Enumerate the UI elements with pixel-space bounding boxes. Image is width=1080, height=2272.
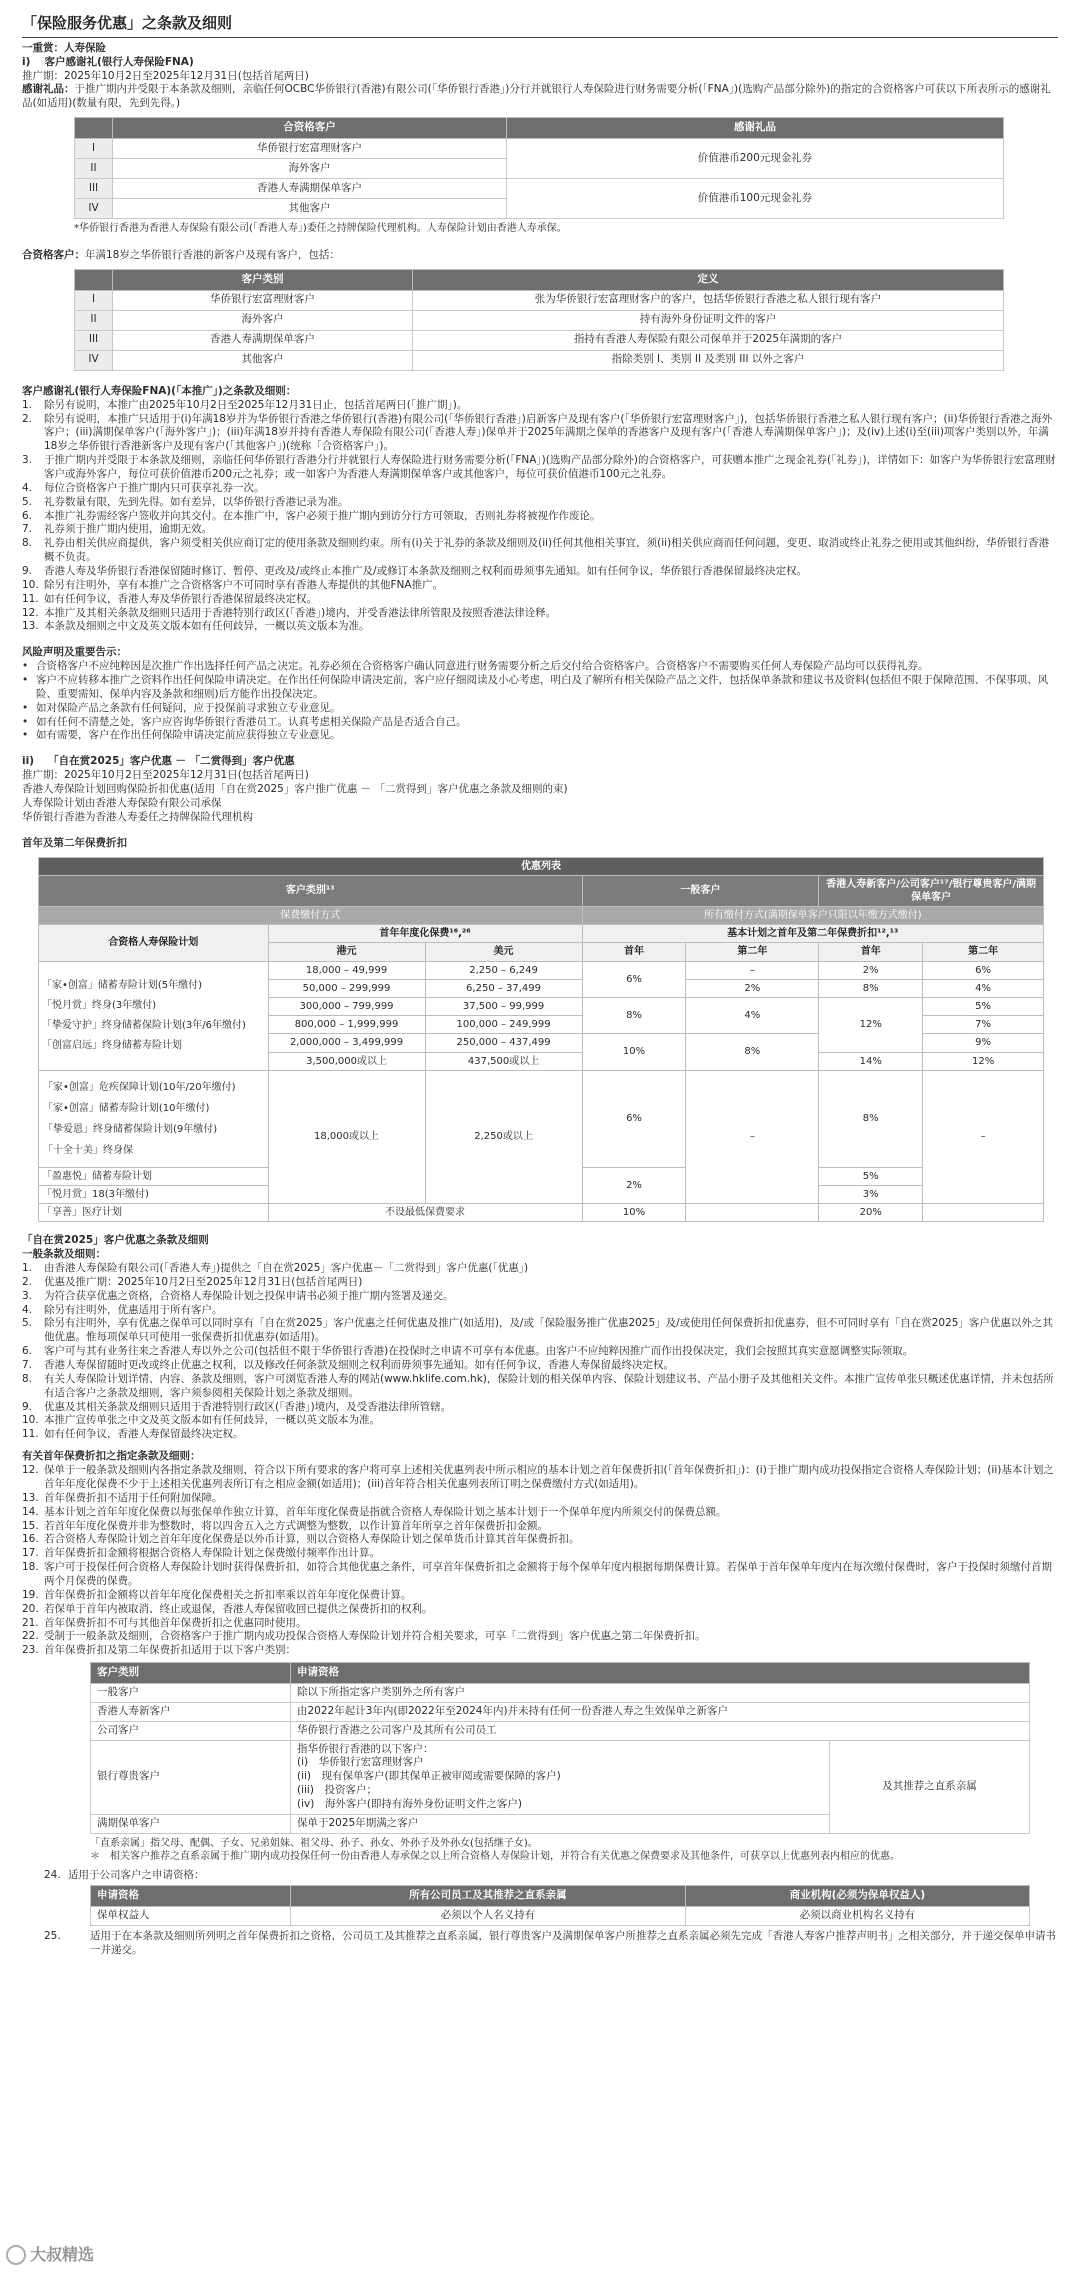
- table-row: 一般客户 除以下所指定客户类别外之所有客户: [91, 1683, 1030, 1702]
- corporate-table: 申请资格 所有公司员工及其推荐之直系亲属 商业机构(必须为保单权益人) 保单权益人 必须以个人名义持有 必须以商业机构名义持有: [90, 1885, 1030, 1926]
- eligible-customers: [22, 249, 1058, 263]
- terms-ziyou: 「自在赏2025」客户优惠之条款及细则 一般条款及细则： 1. 由香港人寿保险有限公司(「香港人寿」)提供之「自在赏2025」客户优惠－「二赏得到」客户优惠(「优惠」) 2. 优惠及推广期：2025年10月2日至2025年12月31日(包括首尾两日) 3. 为符合获享优惠之资格，合资格人寿保险计划之投保申请书必须于推广期内签署及递交。 4. 除另有注明外，优惠适用于所有客户。 5. 除另有注明外，享有优惠之保单可以同时享有「自在赏2025」客户优惠之任何优惠及推广(如适用)，及/或「保险服务推广优惠2025」及/或使用任何保费折扣优惠券，但不可同时享有「自在赏2025」客户优惠以外之其他优惠。惟每项保单只可使用一张保费折扣优惠券(如适用)。 6. 客户可与其有业务往来之香港人寿以外之公司(包括但不限于华侨银行香港)在投保时之申请不可享有本优惠。由客户不应纯粹因推广而作出投保决定，我们会按照其真实意愿调整实际领取。 7. 香港人寿保留随时更改或终止优惠之权利，以及修改任何条款及细则之权利而毋须事先通知。如有任何争议，香港人寿保留最终决定权。 8. 有关人寿保险计划详情、内容、条款及细则，客户可浏览香港人寿的网站(www.hklife.com.hk)，保险计划的相关保单内容、保险计划建议书、产品小册子及其他相关文件。本推广宣传单张只概述优惠详情，并未包括所有适合客户之条款及细则，客户须参阅相关保险计划之条款及细则。 9. 优惠及其相关条款及细则只适用于香港特别行政区(「香港」)境内，及受香港法律所管辖。 10. 本推广宣传单张之中文及英文版本如有任何歧异，一概以英文版本为准。 11. 如有任何争议，香港人寿保留最终决定权。 有关首年保费折扣之指定条款及细则： 12. 保单于一般条款及细则内各指定条款及细则，符合以下所有要求的客户将可享上述相关优惠列表中所示相应的基本计划之首年保费折扣(「首年保费折扣」)：(i)于推广期内成功投保指定合资格人寿保险计划；(ii)基本计划之首年年度化保费不少于上述相关优惠列表所订有之相应金额(如适用)；(iii)首年符合相关优惠列表所订明之保费缴付方式(如适用)。 13. 首年保费折扣不适用于任何附加保障。 14. 基本计划之首年年度化保费以每张保单作独立计算，首年年度化保费是指就合资格人寿保险计划之基本计划于一个保单年度内所须交付的保费总额。 15. 若首年年度化保费并非为整数时，将以四舍五入之方式调整为整数，以作计算首年所享之首年保费折扣金额。 16. 若合资格人寿保险计划之首年年度化保费是以外币计算，则以合资格人寿保险计划之保单货币计算其首年保费折扣。 17. 首年保费折扣金额将根据合资格人寿保险计划之保费缴付频率作出计算。 18. 客户可于投保任何合资格人寿保险计划时获得保费折扣，如符合其他优惠之条件，可享首年保费折扣之金额将于每个保单年度内根据每期保费计算。若保单于首年保单年度内在每次缴付保费时，客户于投保时须缴付首期两个月保费的保费。 19. 首年保费折扣金额将以首年年度化保费相关之折扣率乘以首年年度化保费计算。 20. 若保单于首年内被取消、终止或退保，香港人寿保留收回已提供之保费折扣的权利。 21. 首年保费折扣不可与其他首年保费折扣之优惠同时使用。 22. 受制于一般条款及细则，合资格客户于推广期内成功投保合资格人寿保险计划并符合相关要求，可享「二赏得到」客户优惠之第二年保费折扣。 23. 首年保费折扣及第二年保费折扣适用于以下客户类别：: [22, 1234, 1058, 1658]
- list-item: 13. 本条款及细则之中文及英文版本如有任何歧异，一概以英文版本为准。: [22, 620, 370, 633]
- list-item: 17. 首年保费折扣金额将根据合资格人寿保险计划之保费缴付频率作出计算。: [22, 1547, 380, 1560]
- table-row: 银行尊贵客户 指华侨银行香港的以下客户： (i) 华侨银行宏富理财客户 (ii) 现有保单客户(即其保单正被审阅或需要保障的客户) (iii) 投资客户； (iv) 海外客户(即持有海外身份证明文件之客户) 及其推荐之直系亲属: [91, 1740, 1030, 1814]
- col-general-customer: 一般客户: [582, 875, 819, 906]
- list-item: 3. 为符合获享优惠之资格，合资格人寿保险计划之投保申请书必须于推广期内签署及递交。: [22, 1289, 454, 1302]
- terms-fna-list: [22, 399, 1058, 635]
- table-row: IV 其他客户 指除类别 I、类别 II 及类别 III 以外之客户: [75, 350, 1004, 370]
- section-life-insurance: [22, 42, 1058, 111]
- premium-table-title: 优惠列表: [39, 857, 1044, 875]
- table-row: III 香港人寿满期保单客户 价值港币100元现金礼券: [75, 178, 1004, 198]
- list-item: • 如有需要，客户在作出任何保险申请决定前应获得独立专业意见。: [22, 729, 341, 742]
- watermark-logo: 大叔精选: [6, 2244, 94, 2265]
- list-item: • 合资格客户不应纯粹因是次推广作出选择任何产品之决定。礼券必须在合资格客户确认同意进行财务需要分析之后交付给合资格客户。合资格客户不需要购买任何人寿保险产品均可以获得礼券。: [22, 660, 929, 673]
- table-row: 「家•创富」危疾保障计划(10年/20年缴付) 「家•创富」储蓄寿险计划(10年缴付) 「挚爱恩」终身储蓄保险计划(9年缴付) 「十全十美」终身保 18,000或以上 2,250或以上 6% – 8% –: [39, 1070, 1044, 1167]
- col-special-customer: 香港人寿新客户/公司客户¹⁷/银行尊贵客户/满期保单客户: [819, 875, 1044, 906]
- terms-fna: [22, 385, 1058, 634]
- special-y2-cell: 6%: [923, 961, 1044, 979]
- risk-disclosure: [22, 646, 1058, 743]
- table-row: 50,000 – 299,999 6,250 – 37,499 2% 8% 4%: [39, 979, 1044, 997]
- item-25: 25. 适用于在本条款及细则所列明之首年保费折扣之资格，公司员工及其推荐之直系亲属，银行尊贵客户及满期保单客户所推荐之直系亲属必须先完成「香港人寿客户推荐声明书」之相关部分，并于递交保单申请书一并递交。: [44, 1929, 1056, 1956]
- table-row: 满期保单客户 保单于2025年期满之客户: [91, 1814, 1030, 1833]
- terms-ziyou-list: [22, 1262, 1058, 1442]
- list-item: 20. 若保单于首年内被取消、终止或退保，香港人寿保留收回已提供之保费折扣的权利。: [22, 1602, 433, 1615]
- special-y1-cell: 2%: [819, 961, 923, 979]
- col-customer-type: 客户类别¹³: [39, 875, 583, 906]
- list-item: 9. 优惠及其相关条款及细则只适用于香港特别行政区(「香港」)境内，及受香港法律所管辖。: [22, 1400, 452, 1413]
- gift-100: 价值港币100元现金礼券: [507, 178, 1004, 218]
- gift-200: 价值港币200元现金礼券: [507, 138, 1004, 178]
- list-item: 11. 如有任何争议，香港人寿保留最终决定权。: [22, 1428, 244, 1441]
- table-row: 香港人寿新客户 由2022年起计3年内(即2022年至2024年内)并未持有任何一份香港人寿之生效保单之新客户: [91, 1702, 1030, 1721]
- list-item: 3. 于推广期内并受限于本条款及细则，亲临任何华侨银行香港分行并就银行人寿保险进行财务需要分析(「FNA」)(选购产品部分除外)的合资格客户，可获赠本推广之现金礼券(「礼券」)，详情如下：如客户为华侨银行宏富理财客户或海外客户，每位可获价值港币200元之礼券；或一如客户为香港人寿满期保单客户或其他客户，每位可获价值港币100元之礼券。: [22, 454, 1056, 481]
- list-item: 10. 除另有注明外，享有本推广之合资格客户不可同时享有香港人寿提供的其他FNA推广。: [22, 578, 444, 591]
- table-row: 保单权益人 必须以个人名义持有 必须以商业机构名义持有: [91, 1906, 1030, 1925]
- eligible-label: 合资格客户：: [22, 249, 85, 262]
- gift-col-customer: 合资格客户: [113, 118, 507, 139]
- family-note: 「直系亲属」指父母、配偶、子女、兄弟姐妹、祖父母、孙子、孙女、外孙子及外孙女(包括继子女)。: [90, 1837, 538, 1849]
- table-row: I 华侨银行宏富理财客户 张为华侨银行宏富理财客户的客户，包括华侨银行香港之私人银行现有客户: [75, 290, 1004, 310]
- table-row: I 华侨银行宏富理财客户 价值港币200元现金礼券: [75, 138, 1004, 158]
- gift-table-header: [75, 118, 1004, 139]
- list-item: 16. 若合资格人寿保险计划之首年年度化保费是以外币计算，则以合资格人寿保险计划之保单货币计算其首年保费折扣。: [22, 1533, 580, 1546]
- table-row: 300,000 – 799,999 37,500 – 99,999 8% 4% 12% 5%: [39, 998, 1044, 1016]
- list-item: 13. 首年保费折扣不适用于任何附加保障。: [22, 1491, 223, 1504]
- section-ziyou: ii) 「自在赏2025」客户优惠 － 「二赏得到」客户优惠 推广期：2025年10月2日至2025年12月31日(包括首尾两日) 香港人寿保险计划回购保险折扣优惠(适用「自在赏2025」客户推广优惠 － 「二赏得到」客户优惠之条款及细则的束) 人寿保险计划由香港人寿保险有限公司承保 华侨银行香港为香港人寿委任之持牌保险代理机构 首年及第二年保费折扣: [22, 755, 1058, 850]
- list-item: 5. 除另有注明外，享有优惠之保单可以同时享有「自在赏2025」客户优惠之任何优惠及推广(如适用)，及/或「保险服务推广优惠2025」及/或使用任何保费折扣优惠券，但不可同时享有「自在赏2025」客户优惠以外之其他优惠。惟每项保单只可使用一张保费折扣优惠券(如适用)。: [22, 1317, 1053, 1344]
- star-note: ＊ 相关客户推荐之直系亲属于推广期内成功投保任何一份由香港人寿承保之以上所合资格人寿保险计划，并符合有关优惠之保费要求及其他条件，可获享以上优惠列表内相应的优惠。: [90, 1850, 900, 1862]
- list-item: 2. 除另有说明，本推广只适用于(i)年满18岁并为华侨银行香港之华侨银行(香港)有限公司(「华侨银行香港」)启新客户及现有客户(「华侨银行宏富理财客户」)，包括华侨银行香港之私人银行现有客户；(ii)华侨银行香港之海外客户；(iii)满期保单客户(「海外客户」)；(iii)年满18岁并持有香港人寿保险有限公司(「香港人寿」)保单并于2025年满期之保单的香港客户及现有客户(「香港人寿满期保单客户」)；及(iv)上述(i)至(iii)项客户类别以外，年满18岁之华侨银行香港新客户及现有客户(「其他客户」)(统称「合资格客户」)。: [22, 412, 1053, 453]
- agent-note: *华侨银行香港为香港人寿保险有限公司(「香港人寿」)委任之持牌保险代理机构。人寿保险计划由香港人寿承保。: [74, 222, 567, 234]
- list-item: 7. 礼券须于推广期内使用，逾期无效。: [22, 523, 212, 536]
- table-row: 「盈惠悦」储蓄寿险计划 2% 5%: [39, 1167, 1044, 1185]
- list-item: 1. 由香港人寿保险有限公司(「香港人寿」)提供之「自在赏2025」客户优惠－「二赏得到」客户优惠(「优惠」): [22, 1262, 529, 1275]
- table-row: 800,000 – 1,999,999 100,000 – 249,999 7%: [39, 1016, 1044, 1034]
- discount-heading: 首年及第二年保费折扣: [22, 836, 127, 849]
- list-item: 22. 受制于一般条款及细则，合资格客户于推广期内成功投保合资格人寿保险计划并符合相关要求，可享「二赏得到」客户优惠之第二年保费折扣。: [22, 1630, 706, 1643]
- list-item: 21. 首年保费折扣不可与其他首年保费折扣之优惠同时使用。: [22, 1616, 307, 1629]
- list-item: 14. 基本计划之首年年度化保费以每张保单作独立计算，首年年度化保费是指就合资格人寿保险计划之基本计划于一个保单年度内所须交付的保费总额。: [22, 1505, 727, 1518]
- list-item: 18. 客户可于投保任何合资格人寿保险计划时获得保费折扣，如符合其他优惠之条件，可享首年保费折扣之金额将于每个保单年度内根据每期保费计算。若保单于首年保单年度内在每次缴付保费时，客户于投保时须缴付首期两个月保费的保费。: [22, 1561, 1052, 1587]
- col-category: 客户类别: [113, 270, 413, 291]
- list-item: 2. 优惠及推广期：2025年10月2日至2025年12月31日(包括首尾两日): [22, 1275, 363, 1288]
- list-item: 6. 客户可与其有业务往来之香港人寿以外之公司(包括但不限于华侨银行香港)在投保时之申请不可享有本优惠。由客户不应纯粹因推广而作出投保决定，我们会按照其真实意愿调整实际领取。: [22, 1345, 914, 1358]
- gift-col-gift: 感谢礼品: [507, 118, 1004, 139]
- title-text: 「保险服务优惠」之条款及细则: [22, 14, 233, 32]
- ziyou-period: 推广期：2025年10月2日至2025年12月31日(包括首尾两日): [22, 769, 309, 782]
- first-year-terms-list: [22, 1464, 1058, 1658]
- list-item: • 如对保险产品之条款有任何疑问，应于投保前寻求独立专业意见。: [22, 701, 341, 714]
- list-item: 4. 除另有注明外，优惠适用于所有客户。: [22, 1303, 223, 1316]
- list-item: 8. 有关人寿保险计划详情、内容、条款及细则，客户可浏览香港人寿的网站(www.hklife.com.hk)，保险计划的相关保单内容、保险计划建议书、产品小册子及其他相关文件。本推广宣传单张只概述优惠详情，并未包括所有适合客户之条款及细则，客户须参阅相关保险计划之条款及细则。: [22, 1372, 1054, 1399]
- table-row: 3,500,000或以上 437,500或以上 14% 12%: [39, 1052, 1044, 1070]
- list-item: 7. 香港人寿保留随时更改或终止优惠之权利，以及修改任何条款及细则之权利而毋须事先通知。如有任何争议，香港人寿保留最终决定权。: [22, 1359, 674, 1372]
- risk-list: [22, 660, 1058, 743]
- table-row: 2,000,000 – 3,499,999 250,000 – 437,499 10% 8% 9%: [39, 1034, 1044, 1052]
- list-item: 19. 首年保费折扣金额将以首年年度化保费相关之折扣率乘以首年年度化保费计算。: [22, 1588, 412, 1601]
- list-item: 9. 香港人寿及华侨银行香港保留随时修订、暂停、更改及/或终止本推广及/或修订本条款及细则之权利而毋须事先通知。如有任何争议，华侨银行香港保留最终决定权。: [22, 565, 808, 578]
- table-row: 「家•创富」储蓄寿险计划(5年缴付) 「悦月赏」终身(3年缴付) 「挚爱守护」终身储蓄保险计划(3年/6年缴付) 「创富启远」终身储蓄寿险计划 18,000 – 49,999 2,250 – 6,249 6% – 2% 6%: [39, 961, 1044, 979]
- table-row: IV 其他客户: [75, 198, 1004, 218]
- list-item: • 客户不应转移本推广之资料作出任何保险申请决定。在作出任何保险申请决定前，客户应仔细阅读及小心考虑，明白及了解所有相关保险产品之文件，包括保单条款和建议书及资料(包括但不限于保障范围、不保事项、风险、重要需知、保单内容及条款和细则)后方能作出投保决定。: [22, 674, 1049, 700]
- title-divider: [22, 37, 1058, 38]
- terms-ziyou-heading: 「自在赏2025」客户优惠之条款及细则: [22, 1234, 209, 1247]
- terms-fna-heading: 客户感谢礼(银行人寿保险FNA)(「本推广」)之条款及细则：: [22, 384, 297, 397]
- list-item: 10. 本推广宣传单张之中文及英文版本如有任何歧异，一概以英文版本为准。: [22, 1414, 380, 1427]
- list-item: 15. 若首年年度化保费并非为整数时，将以四舍五入之方式调整为整数，以作计算首年所享之首年保费折扣金额。: [22, 1519, 548, 1532]
- promo-period: 推广期：2025年10月2日至2025年12月31日(包括首尾两日): [22, 69, 309, 82]
- table-row: 公司客户 华侨银行香港之公司客户及其所有公司员工: [91, 1721, 1030, 1740]
- list-item: 6. 本推广礼券需经客户签收并向其交付。在本推广中，客户必须于推广期内到访分行方可领取，否则礼券将被视作作废论。: [22, 509, 601, 522]
- document-title: [22, 14, 1058, 38]
- subsection-heading: i) 客户感谢礼(银行人寿保险FNA): [22, 55, 194, 68]
- list-item: 23. 首年保费折扣及第二年保费折扣适用于以下客户类别：: [22, 1644, 296, 1657]
- risk-heading: 风险声明及重要告示：: [22, 646, 127, 659]
- premium-discount-table: 优惠列表 客户类别¹³ 一般客户 香港人寿新客户/公司客户¹⁷/银行尊贵客户/满期保单客户 保费缴付方式 所有缴付方式(满期保单客户只限以年缴方式缴付) 合资格人寿保险计划 首年年度化保费¹⁶,²⁶ 基本计划之首年及第二年保费折扣¹²,¹³ 港元 美元 首年 第二年 首年 第二年 「家•创富」储蓄寿险计划(5年缴付) 「悦月赏」终身(3年缴付) 「挚爱守护」终身储蓄保险计划(3年/6年缴付) 「创富启远」终身储蓄寿险计划 18,000 – 49,999 2,250 – 6,249 6% – 2% 6% 50,000 – 299,999 6,250 – 37,499 2% 8% 4% 300,000 – 799,999 37,500 – 99,999 8% 4% 12% 5% 800,000 – 1,999,999 100,000 – 249,999 7% 2,000,000 – 3,499,999 250,000 – 437,499 10% 8% 9% 3,500,000或以上 437,500或以上 14% 12% 「家•创富」危疾保障计划(10年/20年缴付) 「家•创富」储蓄寿险计划(10年缴付) 「挚爱恩」终身储蓄保险计划(9年缴付) 「十全十美」终身保 18,000或以上 2,250或以上 6% – 8% – 「盈惠悦」储蓄寿险计划 2% 5% 「悦月赏」18(3年缴付) 3% 「享善」医疗计划 不设最低保费要求 10% 20%: [38, 857, 1044, 1223]
- list-item: 11. 如有任何争议，香港人寿及华侨银行香港保留最终决定权。: [22, 592, 317, 605]
- list-item: 8. 礼券由相关供应商提供，客户须受相关供应商订定的使用条款及细则约束。所有(i)关于礼券的条款及细则及(ii)任何其他相关事宜，须(ii)相关供应商而任何问题，变更、取消或终止礼券之使用或其他纠纷，华侨银行香港概不负责。: [22, 537, 1050, 564]
- table-row: II 海外客户: [75, 158, 1004, 178]
- logo-circle-icon: [6, 2245, 26, 2265]
- table-row: 「悦月赏」18(3年缴付) 3%: [39, 1185, 1044, 1203]
- eligible-text: 年满18岁之华侨银行香港的新客户及现有客户，包括：: [85, 249, 340, 262]
- customer-category-table: [74, 269, 1004, 371]
- list-item: 5. 礼券数量有限，先到先得。如有差异，以华侨银行香港记录为准。: [22, 495, 349, 508]
- list-item: 4. 每位合资格客户于推广期内只可获享礼券一次。: [22, 481, 265, 494]
- list-item: 1. 除另有说明，本推广由2025年10月2日至2025年12月31日止，包括首尾两日(「推广期」)。: [22, 398, 468, 411]
- list-item: 12. 保单于一般条款及细则内各指定条款及细则，符合以下所有要求的客户将可享上述相关优惠列表中所示相应的基本计划之首年保费折扣(「首年保费折扣」)：(i)于推广期内成功投保指定合资格人寿保险计划；(ii)基本计划之首年年度化保费不少于上述相关优惠列表所订有之相应金额(如适用)；(iii)首年符合相关优惠列表所订明之保费缴付方式(如适用)。: [22, 1464, 1054, 1490]
- ziyou-heading: ii) 「自在赏2025」客户优惠 － 「二赏得到」客户优惠: [22, 755, 295, 768]
- table-row: II 海外客户 持有海外身份证明文件的客户: [75, 310, 1004, 330]
- gift-intro-text: 于推广期内并受限于本条款及细则，亲临任何OCBC华侨银行(香港)有限公司(「华侨银行香港」)分行并就银行人寿保险进行财务需要分析(「FNA」)(选购产品部分除外)的指定的合资格客户可获以下所表所示的感谢礼品(如适用)(数量有限，先到先得。): [22, 83, 1051, 110]
- table-row: III 香港人寿满期保单客户 指持有香港人寿保险有限公司保单并于2025年满期的客户: [75, 330, 1004, 350]
- gift-intro-label: 感谢礼品：: [22, 83, 75, 96]
- col-definition: 定义: [413, 270, 1004, 291]
- customer-eligibility-table: 客户类别 申请资格 一般客户 除以下所指定客户类别外之所有客户 香港人寿新客户 由2022年起计3年内(即2022年至2024年内)并未持有任何一份香港人寿之生效保单之新客户 公司客户 华侨银行香港之公司客户及其所有公司员工 银行尊贵客户 指华侨银行香港的以下客户： (i) 华侨银行宏富理财客户 (ii) 现有保单客户(即其保单正被审阅或需要保障的客户) (iii) 投资客户； (iv) 海外客户(即持有海外身份证明文件之客户) 及其推荐之直系亲属 满期保单客户 保单于2025年期满之客户: [90, 1662, 1030, 1834]
- list-item: 12. 本推广及其相关条款及细则只适用于香港特别行政区(「香港」)境内，并受香港法律所管限及按照香港法律诠释。: [22, 606, 557, 619]
- item-24: 24. 适用于公司客户之申请资格：: [44, 1869, 205, 1882]
- gift-table: [74, 117, 1004, 219]
- table-row: 「享善」医疗计划 不设最低保费要求 10% 20%: [39, 1204, 1044, 1222]
- list-item: • 如有任何不清楚之处，客户应咨询华侨银行香港员工。认真考虑相关保险产品是否适合自己。: [22, 715, 467, 728]
- gift-intro: [22, 83, 1058, 111]
- group-heading: 一重赏：人寿保险: [22, 41, 106, 54]
